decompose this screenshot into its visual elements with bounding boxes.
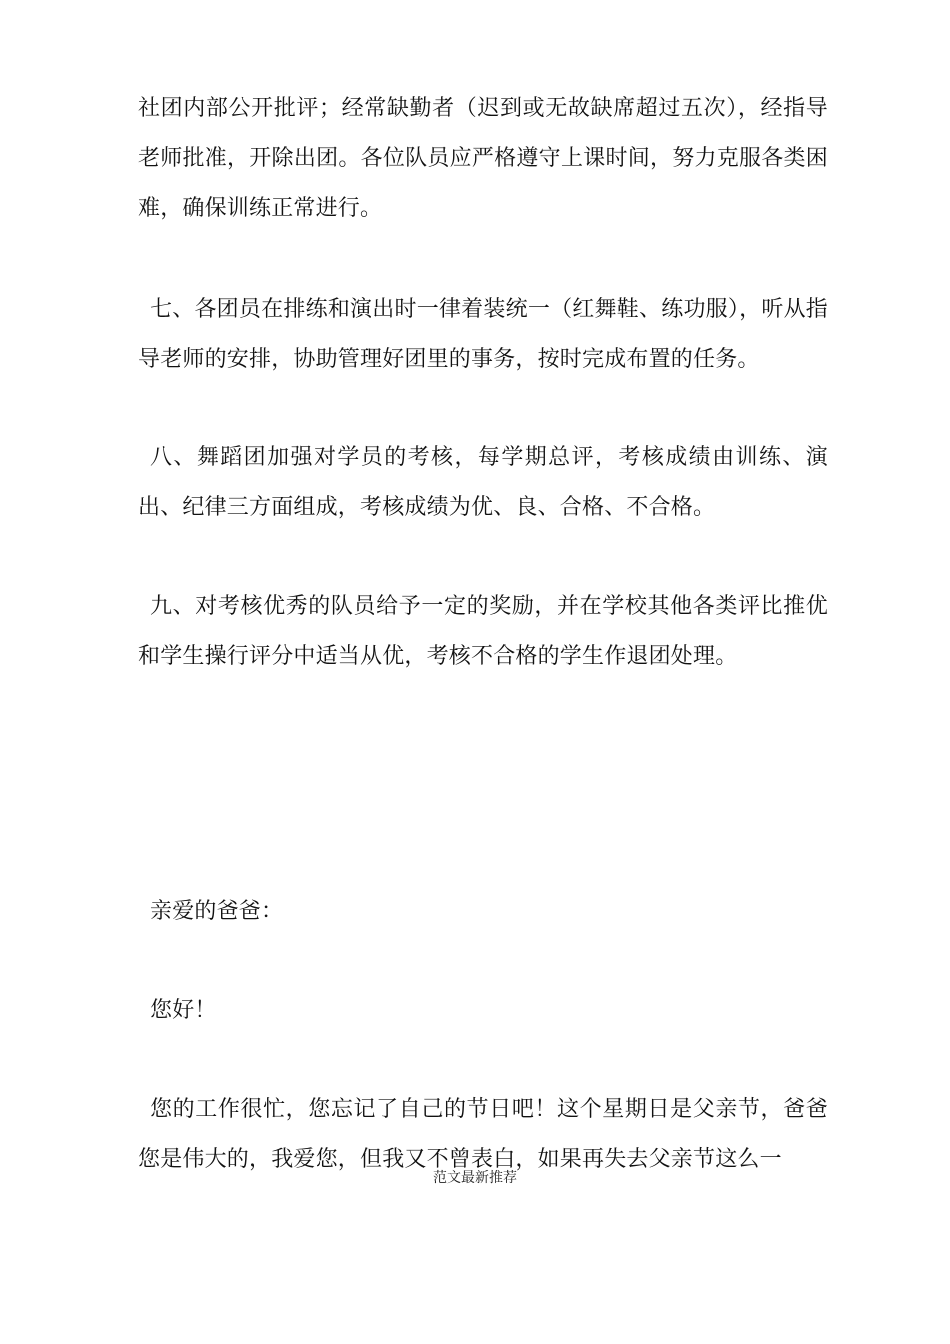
paragraph-rule-eight: 八、舞蹈团加强对学员的考核，每学期总评，考核成绩由训练、演出、纪律三方面组成，考核成绩为优、良、合格、不合格。	[138, 445, 828, 520]
letter-body: 您的工作很忙，您忘记了自己的节日吧！这个星期日是父亲节，爸爸您是伟大的，我爱您，但我又不曾表白，如果再失去父亲节这么一	[138, 1097, 828, 1172]
page-footer: 范文最新推荐	[433, 1170, 517, 1186]
letter-salutation: 亲爱的爸爸：	[150, 899, 284, 924]
letter-greeting: 您好！	[150, 998, 217, 1023]
paragraph-rule-nine: 九、对考核优秀的队员给予一定的奖励，并在学校其他各类评比推优和学生操行评分中适当从优，考核不合格的学生作退团处理。	[138, 594, 828, 669]
paragraph-rules-attendance: 社团内部公开批评；经常缺勤者（迟到或无故缺席超过五次），经指导老师批准，开除出团。各位队员应严格遵守上课时间，努力克服各类困难，确保训练正常进行。	[138, 96, 828, 221]
paragraph-rule-seven: 七、各团员在排练和演出时一律着装统一（红舞鞋、练功服），听从指导老师的安排，协助管理好团里的事务，按时完成布置的任务。	[138, 297, 828, 372]
